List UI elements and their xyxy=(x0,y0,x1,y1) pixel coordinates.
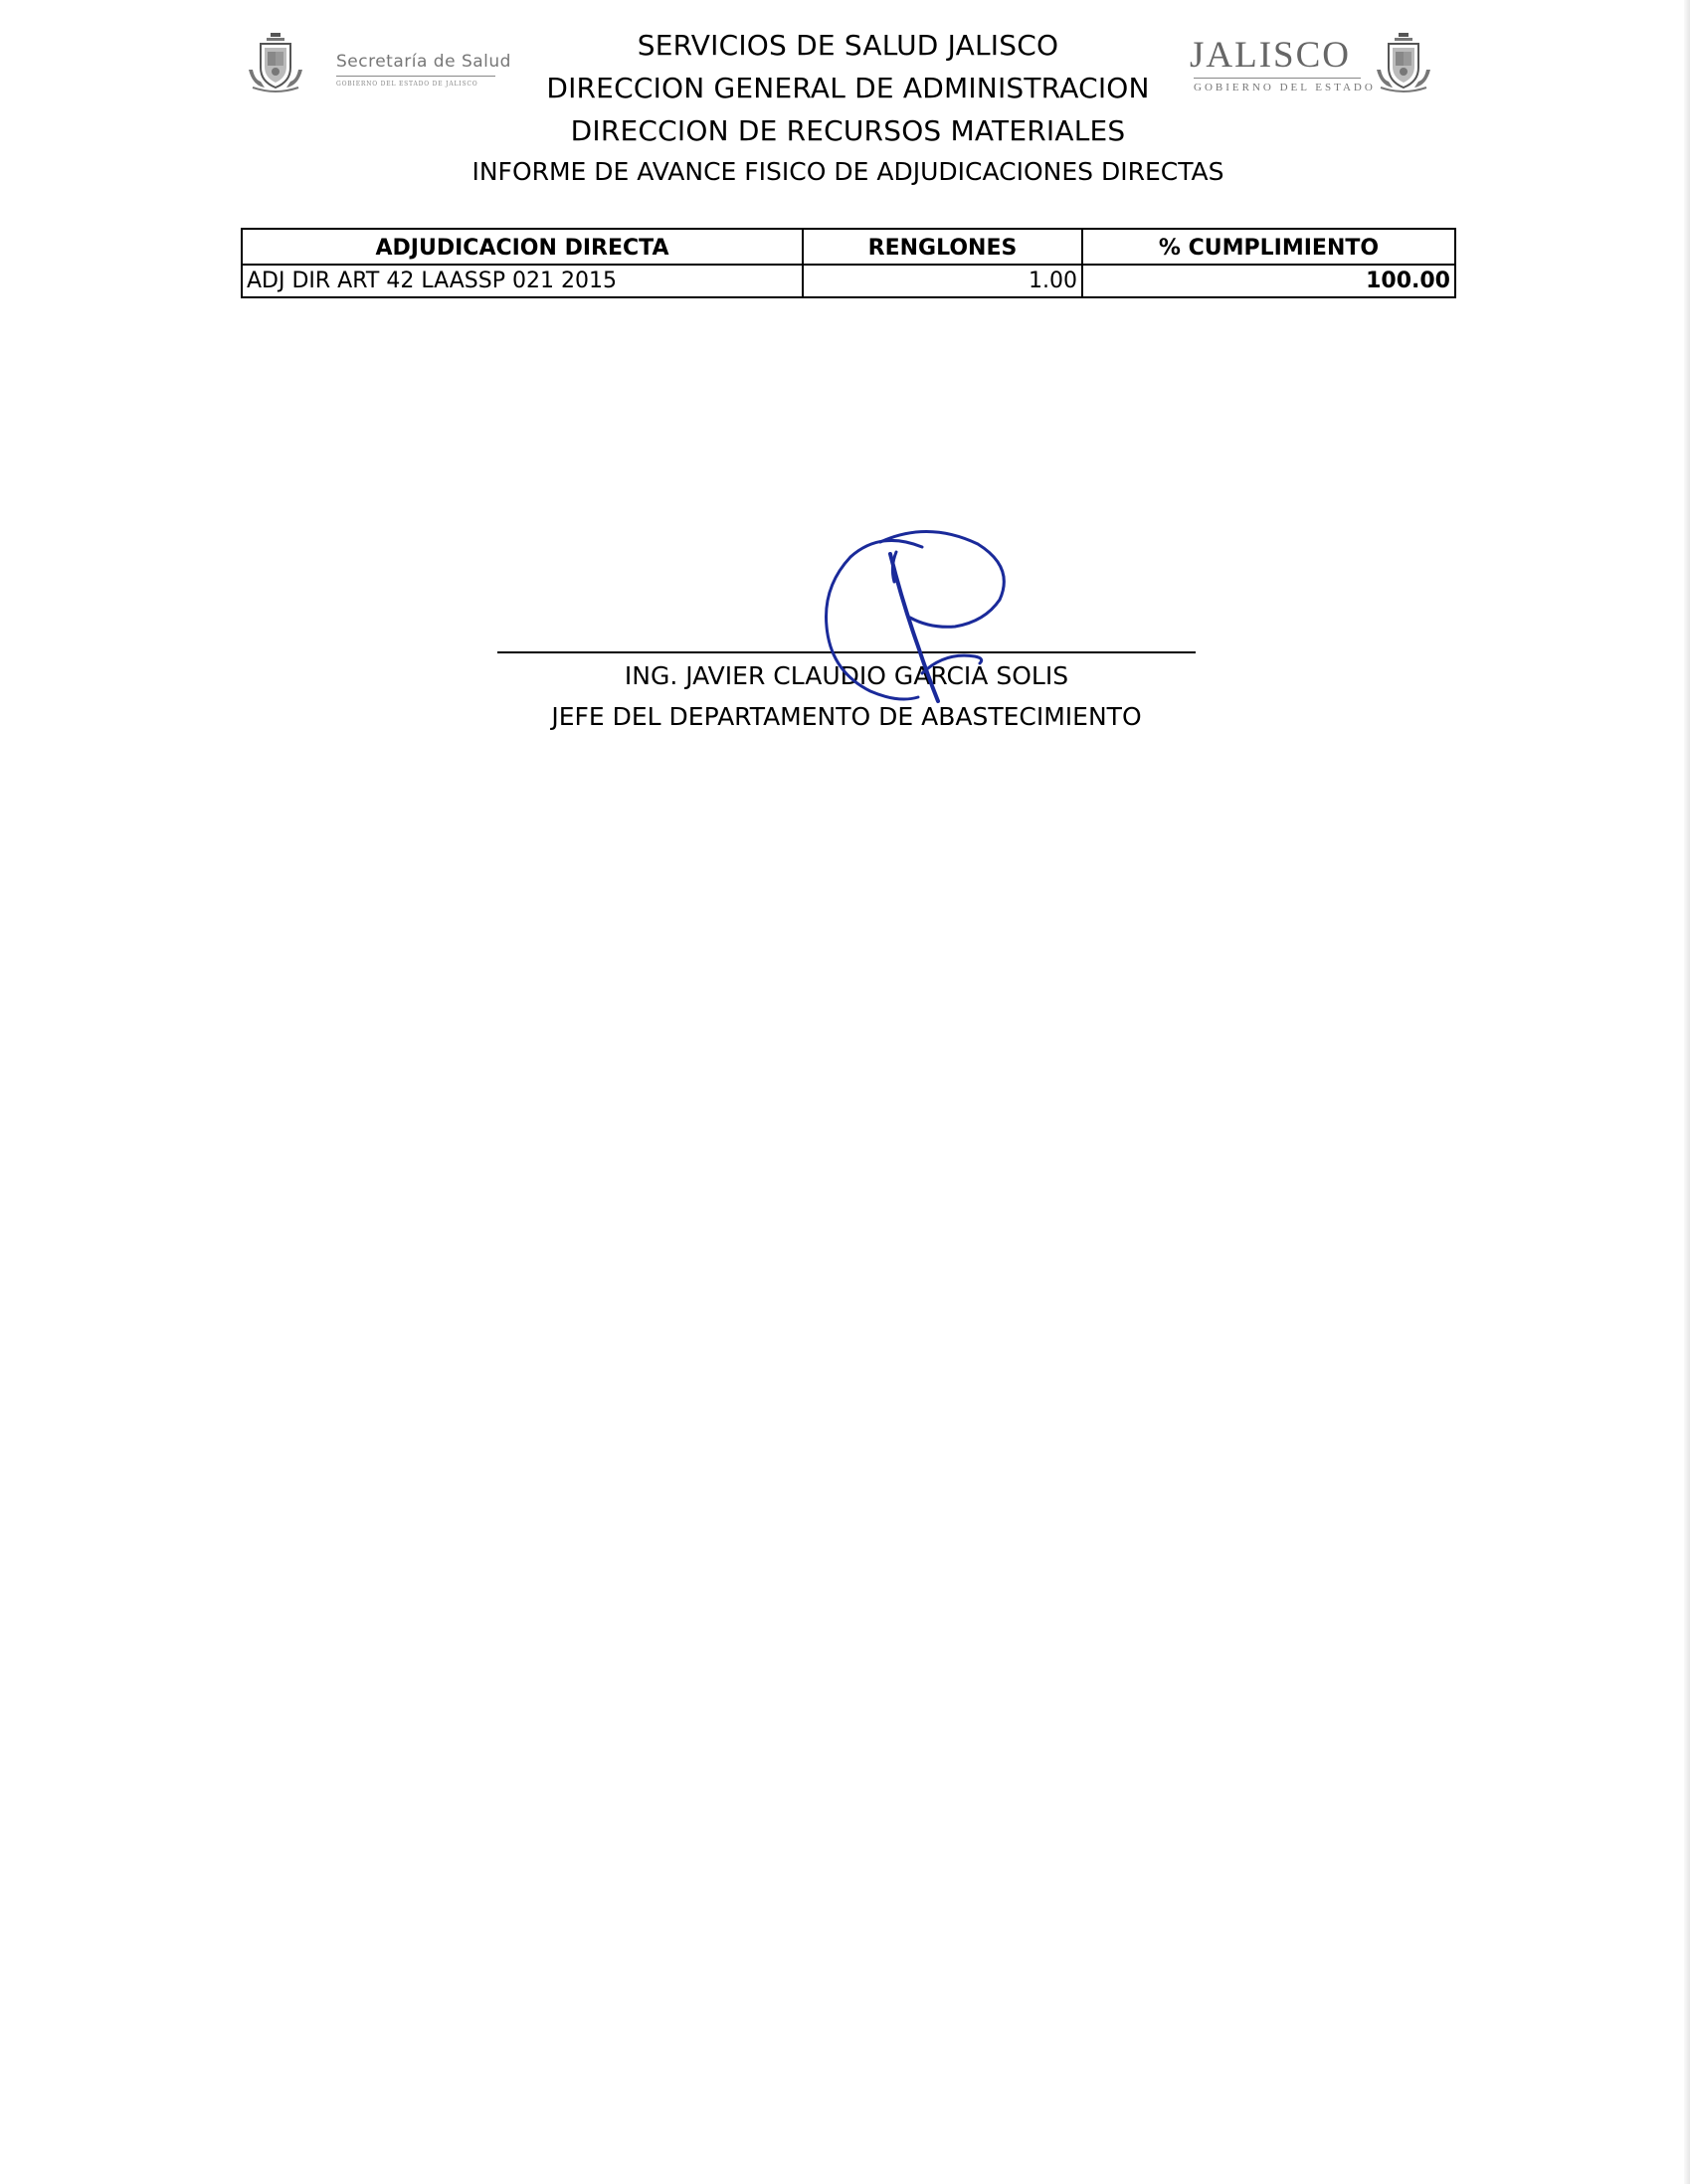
state-seal-icon xyxy=(1373,30,1434,95)
scan-edge xyxy=(1684,0,1690,2184)
jalisco-gobierno-logo xyxy=(1184,28,1437,99)
header-title-1: SERVICIOS DE SALUD JALISCO xyxy=(637,29,1059,62)
handwritten-signature xyxy=(811,522,1025,721)
column-header-renglones: RENGLONES xyxy=(803,229,1082,265)
jalisco-logo-text: JALISCO xyxy=(1190,35,1352,76)
secretaria-logo-text: Secretaría de Salud xyxy=(336,52,511,72)
table-header-row xyxy=(242,229,1455,265)
cell-adjudicacion: ADJ DIR ART 42 LAASSP 021 2015 xyxy=(242,265,803,297)
signatory-name: ING. JAVIER CLAUDIO GARCIA SOLIS xyxy=(624,661,1069,690)
header-title-3: DIRECCION DE RECURSOS MATERIALES xyxy=(570,114,1126,147)
cell-cumplimiento: 100.00 xyxy=(1082,265,1455,297)
state-seal-icon xyxy=(245,30,306,95)
adjudicaciones-table xyxy=(241,228,1456,298)
document-header xyxy=(398,24,1298,190)
table-row xyxy=(242,265,1455,297)
cell-renglones: 1.00 xyxy=(803,265,1082,297)
jalisco-logo-subtext: GOBIERNO DEL ESTADO xyxy=(1194,82,1376,93)
signatory-title: JEFE DEL DEPARTAMENTO DE ABASTECIMIENTO xyxy=(551,702,1142,731)
column-header-adjudicacion: ADJUDICACION DIRECTA xyxy=(242,229,803,265)
column-header-cumplimiento: % CUMPLIMIENTO xyxy=(1082,229,1455,265)
header-title-2: DIRECCION GENERAL DE ADMINISTRACION xyxy=(546,72,1150,104)
secretaria-logo-subtext: GOBIERNO DEL ESTADO DE JALISCO xyxy=(336,81,478,88)
report-subtitle: INFORME DE AVANCE FISICO DE ADJUDICACIONES DIRECTAS xyxy=(471,157,1224,186)
logo-rule xyxy=(1194,78,1361,79)
